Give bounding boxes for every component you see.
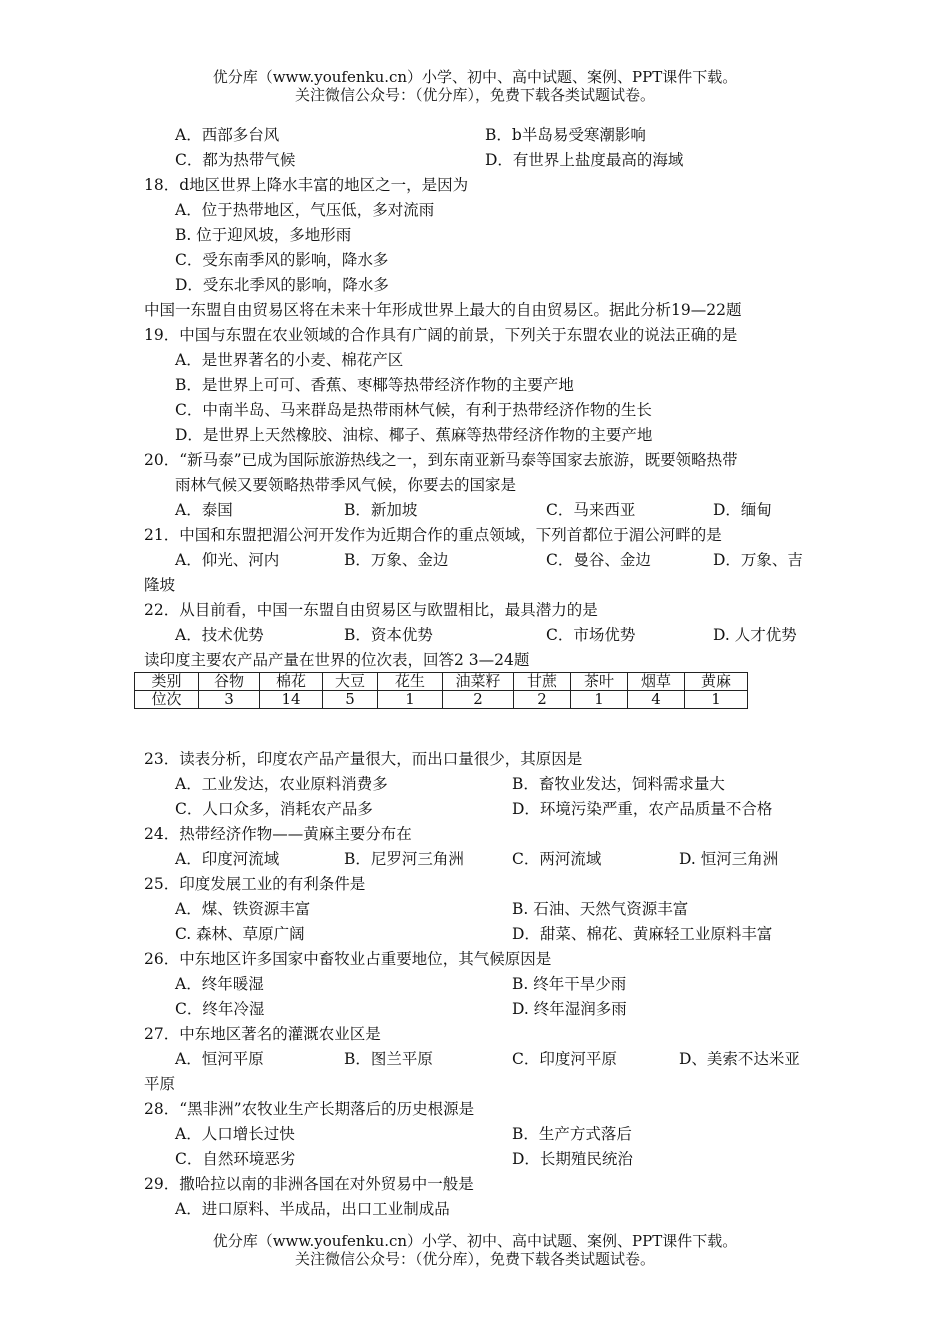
table-cell: 1 xyxy=(685,691,748,709)
header-line-1: 优分库（www.youfenku.cn）小学、初中、高中试题、案例、PPT课件下载。 xyxy=(212,68,738,86)
q25-option-d: D．甜菜、棉花、黄麻轻工业原料丰富 xyxy=(512,925,773,943)
q23-option-b: B．畜牧业发达，饲料需求量大 xyxy=(512,775,725,793)
q19-stem: 19．中国与东盟在农业领域的合作具有广阔的前景，下列关于东盟农业的说法正确的是 xyxy=(144,326,738,344)
q24-option-a: A．印度河流域 xyxy=(175,850,280,868)
q23-option-c: C．人口众多，消耗农产品多 xyxy=(175,800,373,818)
q26-stem: 26．中东地区许多国家中畜牧业占重要地位，其气候原因是 xyxy=(144,950,552,968)
q18-stem: 18．d地区世界上降水丰富的地区之一，是因为 xyxy=(144,176,469,194)
q24-stem: 24．热带经济作物——黄麻主要分布在 xyxy=(144,825,412,843)
q21-stem: 21．中国和东盟把湄公河开发作为近期合作的重点领域，下列首都位于湄公河畔的是 xyxy=(144,526,722,544)
q26-option-d: D. 终年湿润多雨 xyxy=(512,1000,627,1018)
q26-option-c: C．终年冷湿 xyxy=(175,1000,265,1018)
q18-option-a: A．位于热带地区，气压低，多对流雨 xyxy=(175,201,435,219)
table-cell: 14 xyxy=(260,691,323,709)
footer-line-2: 关注微信公众号：（优分库），免费下载各类试题试卷。 xyxy=(294,1250,655,1268)
q29-stem: 29．撒哈拉以南的非洲各国在对外贸易中一般是 xyxy=(144,1175,474,1193)
q25-option-b: B. 石油、天然气资源丰富 xyxy=(512,900,689,918)
table-header-cell: 谷物 xyxy=(199,673,260,691)
table-header-row xyxy=(135,673,748,691)
table-header-cell: 甘蔗 xyxy=(514,673,571,691)
q18-option-d: D．受东北季风的影响，降水多 xyxy=(175,276,389,294)
table-row-label: 类别 xyxy=(135,673,199,691)
table-header-cell: 油菜籽 xyxy=(443,673,514,691)
table-cell: 3 xyxy=(199,691,260,709)
q26-option-b: B. 终年干旱少雨 xyxy=(512,975,627,993)
footer-line-1: 优分库（www.youfenku.cn）小学、初中、高中试题、案例、PPT课件下载。 xyxy=(212,1232,738,1250)
q22-stem: 22．从目前看，中国一东盟自由贸易区与欧盟相比，最具潜力的是 xyxy=(144,601,598,619)
table-header-cell: 大豆 xyxy=(323,673,378,691)
q25-option-c: C. 森林、草原广阔 xyxy=(175,925,305,943)
q26-option-a: A．终年暖湿 xyxy=(175,975,264,993)
q19-option-a: A．是世界著名的小麦、棉花产区 xyxy=(175,351,404,369)
q19-option-d: D．是世界上天然橡胶、油棕、椰子、蕉麻等热带经济作物的主要产地 xyxy=(175,426,653,444)
q22-option-b: B．资本优势 xyxy=(344,626,433,644)
q27-stem: 27．中东地区著名的灌溉农业区是 xyxy=(144,1025,381,1043)
q27-option-a: A．恒河平原 xyxy=(175,1050,264,1068)
india-production-rank-table xyxy=(134,672,748,709)
q22-option-a: A．技术优势 xyxy=(175,626,264,644)
q23-option-a: A．工业发达，农业原料消费多 xyxy=(175,775,388,793)
q17-option-d: D．有世界上盐度最高的海域 xyxy=(485,151,684,169)
q28-option-c: C．自然环境恶劣 xyxy=(175,1150,296,1168)
q22-option-c: C．市场优势 xyxy=(546,626,636,644)
q21-option-c: C．曼谷、金边 xyxy=(546,551,651,569)
q21-option-b: B．万象、金边 xyxy=(344,551,449,569)
q17-option-a: A．西部多台风 xyxy=(175,126,280,144)
q24-option-d: D. 恒河三角洲 xyxy=(679,850,779,868)
q28-option-a: A．人口增长过快 xyxy=(175,1125,295,1143)
table-header-cell: 茶叶 xyxy=(571,673,628,691)
q20-option-d: D．缅甸 xyxy=(713,501,772,519)
q27-option-c: C．印度河平原 xyxy=(512,1050,617,1068)
table-cell: 2 xyxy=(443,691,514,709)
q28-option-d: D．长期殖民统治 xyxy=(512,1150,633,1168)
q24-option-b: B．尼罗河三角洲 xyxy=(344,850,464,868)
table-header-cell: 黄麻 xyxy=(685,673,748,691)
q17-option-c: C．都为热带气候 xyxy=(175,151,296,169)
q22-option-d: D. 人才优势 xyxy=(713,626,797,644)
q20-stem-line-2: 雨林气候又要领略热带季风气候，你要去的国家是 xyxy=(175,476,517,494)
intro-23-24: 读印度主要农产品产量在世界的位次表，回答2 3—24题 xyxy=(144,651,530,669)
q28-stem: 28．“黑非洲”农牧业生产长期落后的历史根源是 xyxy=(144,1100,475,1118)
q27-option-b: B．图兰平原 xyxy=(344,1050,433,1068)
table-row xyxy=(135,691,748,709)
q27-option-d-continued: 平原 xyxy=(144,1075,176,1093)
table-row-label: 位次 xyxy=(135,691,199,709)
table-cell: 2 xyxy=(514,691,571,709)
table-header-cell: 花生 xyxy=(378,673,443,691)
table-cell: 1 xyxy=(571,691,628,709)
q20-option-a: A．泰国 xyxy=(175,501,233,519)
header-line-2: 关注微信公众号：（优分库），免费下载各类试题试卷。 xyxy=(294,86,655,104)
q23-option-d: D．环境污染严重，农产品质量不合格 xyxy=(512,800,773,818)
q18-option-b: B. 位于迎风坡，多地形雨 xyxy=(175,226,352,244)
q25-stem: 25．印度发展工业的有利条件是 xyxy=(144,875,366,893)
q20-option-b: B．新加坡 xyxy=(344,501,418,519)
table-cell: 4 xyxy=(628,691,685,709)
q20-option-c: C．马来西亚 xyxy=(546,501,636,519)
q23-stem: 23．读表分析，印度农产品产量很大，而出口量很少，其原因是 xyxy=(144,750,583,768)
table-header-cell: 烟草 xyxy=(628,673,685,691)
q19-option-c: C．中南半岛、马来群岛是热带雨林气候，有利于热带经济作物的生长 xyxy=(175,401,652,419)
table-cell: 5 xyxy=(323,691,378,709)
q17-option-b: B．b半岛易受寒潮影响 xyxy=(485,126,646,144)
q25-option-a: A．煤、铁资源丰富 xyxy=(175,900,311,918)
q21-option-d: D．万象、吉 xyxy=(713,551,803,569)
q27-option-d: D、美索不达米亚 xyxy=(679,1050,800,1068)
table-header-cell: 棉花 xyxy=(260,673,323,691)
q29-option-a: A．进口原料、半成品，出口工业制成品 xyxy=(175,1200,450,1218)
q21-option-a: A．仰光、河内 xyxy=(175,551,280,569)
q20-stem-line-1: 20．“新马泰”已成为国际旅游热线之一，到东南亚新马泰等国家去旅游，既要领略热带 xyxy=(144,451,738,469)
table-cell: 1 xyxy=(378,691,443,709)
q21-option-d-continued: 隆坡 xyxy=(144,576,176,594)
q18-option-c: C．受东南季风的影响，降水多 xyxy=(175,251,389,269)
q19-option-b: B．是世界上可可、香蕉、枣椰等热带经济作物的主要产地 xyxy=(175,376,574,394)
intro-19-22: 中国一东盟自由贸易区将在未来十年形成世界上最大的自由贸易区。据此分析19—22题 xyxy=(144,301,742,319)
q24-option-c: C．两河流域 xyxy=(512,850,602,868)
q28-option-b: B．生产方式落后 xyxy=(512,1125,632,1143)
